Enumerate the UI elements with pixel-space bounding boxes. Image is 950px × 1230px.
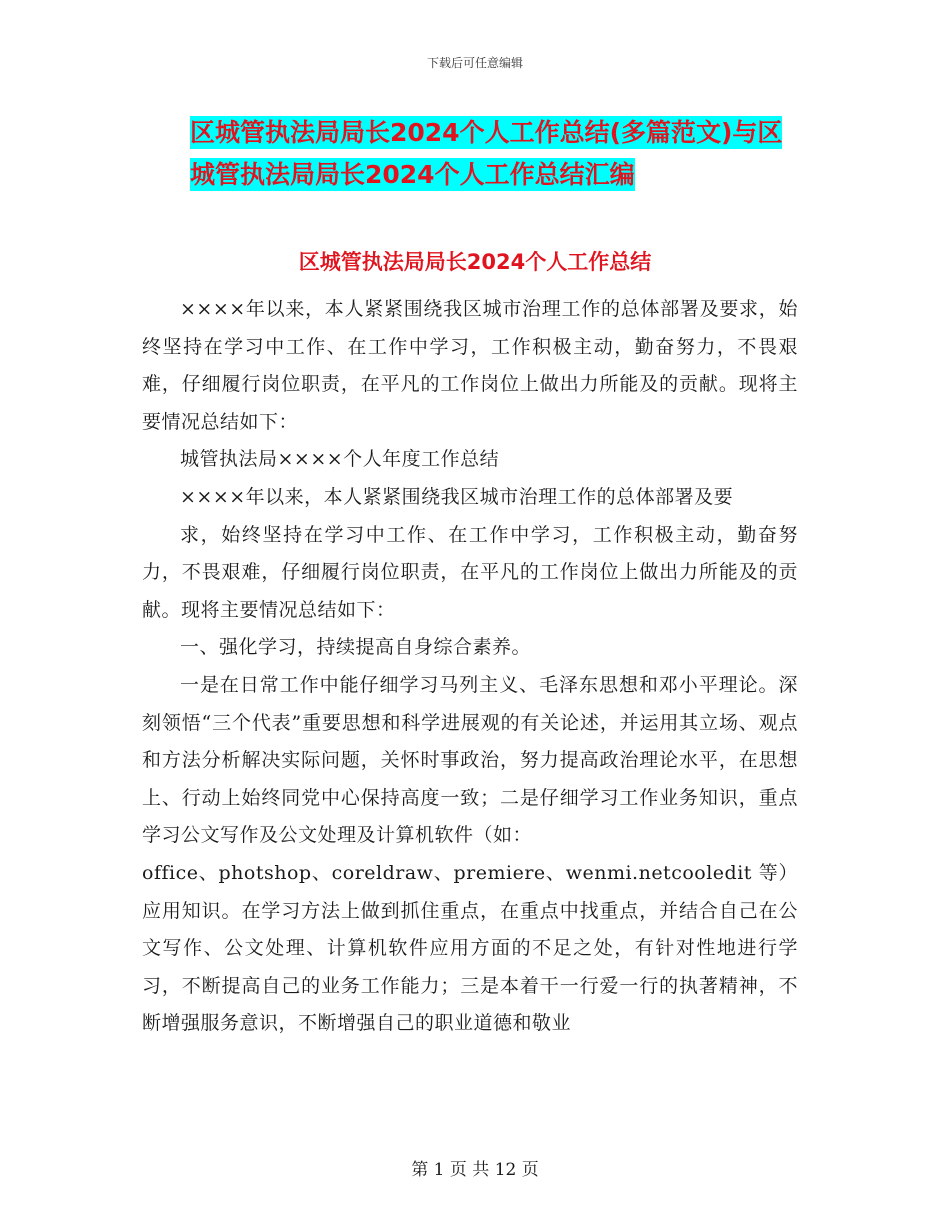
- header-note: 下载后可任意编辑: [426, 56, 523, 70]
- paragraph: office、photshop、coreldraw、premiere、wenmi.netcooledit 等）应用知识。在学习方法上做到抓住重点，在重点中找重点，并结合自己在公文写作、公文处理、计算机软件应用方面的不足之处，有针对性地进行学习，不断提高自己的业务工作能力；三是本着干一行爱一行的执著精神，不断增强服务意识，不断增强自己的职业道德和敬业: [142, 861, 798, 1035]
- paragraph: ××××年以来，本人紧紧围绕我区城市治理工作的总体部署及要求，始终坚持在学习中工作、在工作中学习，工作积极主动，勤奋努力，不畏艰难，仔细履行岗位职责，在平凡的工作岗位上做出力所能及的贡献。现将主要情况总结如下：: [142, 298, 798, 433]
- document-title-line-1: 区城管执法局局长2024个人工作总结(多篇范文)与区: [190, 118, 783, 147]
- paragraph: 一是在日常工作中能仔细学习马列主义、毛泽东思想和邓小平理论。深刻领悟“三个代表”重要思想和科学进展观的有关论述，并运用其立场、观点和方法分析解决实际问题，关怀时事政治，努力提高政治理论水平，在思想上、行动上始终同党中心保持高度一致；二是仔细学习工作业务知识，重点学习公文写作及公文处理及计算机软件（如：: [142, 673, 798, 847]
- paragraph: ××××年以来，本人紧紧围绕我区城市治理工作的总体部署及要: [180, 485, 734, 508]
- document-title: [190, 112, 830, 196]
- body-text: [142, 291, 798, 1043]
- document-title-line-2: 城管执法局局长2024个人工作总结汇编: [190, 160, 635, 189]
- page-footer: 第 1 页 共 12 页: [411, 1160, 539, 1180]
- paragraph: 求，始终坚持在学习中工作、在工作中学习，工作积极主动，勤奋努力，不畏艰难，仔细履行岗位职责，在平凡的工作岗位上做出力所能及的贡献。现将主要情况总结如下：: [142, 523, 798, 621]
- section-title: 区城管执法局局长2024个人工作总结: [298, 250, 652, 274]
- paragraph: 一、强化学习，持续提高自身综合素养。: [180, 636, 532, 659]
- paragraph: 城管执法局××××个人年度工作总结: [180, 448, 500, 471]
